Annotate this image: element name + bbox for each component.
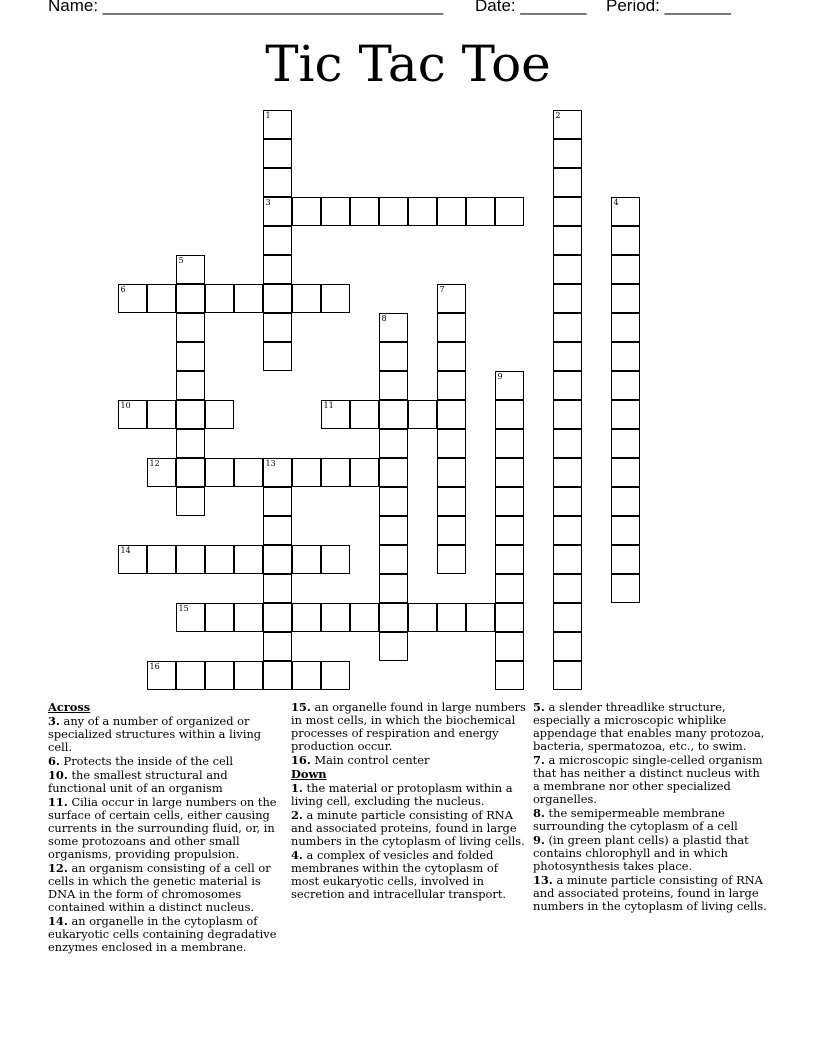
grid-cell[interactable]	[205, 603, 234, 632]
grid-cell[interactable]	[147, 545, 176, 574]
grid-cell[interactable]	[553, 632, 582, 661]
clue-number: 15	[178, 604, 189, 613]
clue-number: 6	[120, 285, 126, 294]
clue-number: 10	[120, 401, 131, 410]
grid-cell[interactable]	[437, 197, 466, 226]
grid-cell[interactable]	[408, 400, 437, 429]
grid-cell[interactable]	[553, 516, 582, 545]
grid-cell[interactable]	[292, 545, 321, 574]
grid-cell[interactable]	[350, 458, 379, 487]
grid-cell[interactable]	[553, 255, 582, 284]
date-field[interactable]: Date: _______	[475, 0, 587, 15]
grid-cell[interactable]	[611, 255, 640, 284]
clue-number: 7	[439, 285, 445, 294]
grid-cell[interactable]	[176, 487, 205, 516]
grid-cell[interactable]	[263, 516, 292, 545]
grid-cell[interactable]	[611, 574, 640, 603]
grid-cell[interactable]	[611, 342, 640, 371]
grid-cell[interactable]	[553, 545, 582, 574]
grid-cell[interactable]	[263, 458, 292, 487]
grid-cell[interactable]	[437, 603, 466, 632]
grid-cell[interactable]	[234, 284, 263, 313]
grid-cell[interactable]	[176, 545, 205, 574]
grid-cell[interactable]	[379, 487, 408, 516]
grid-cell[interactable]	[205, 661, 234, 690]
grid-cell[interactable]	[553, 400, 582, 429]
grid-cell[interactable]	[611, 429, 640, 458]
grid-cell[interactable]	[263, 226, 292, 255]
grid-cell[interactable]	[321, 661, 350, 690]
grid-cell[interactable]	[437, 400, 466, 429]
grid-cell[interactable]	[379, 429, 408, 458]
grid-cell[interactable]	[379, 603, 408, 632]
clue-down-13: 13. a minute particle consisting of RNA and associated proteins, found in large numbers in the cytoplasm of living cells.	[533, 873, 767, 913]
clue-number: 4	[613, 198, 619, 207]
across-heading: Across	[48, 700, 91, 714]
grid-cell[interactable]	[611, 313, 640, 342]
grid-cell[interactable]	[234, 545, 263, 574]
clue-down-4: 4. a complex of vesicles and folded membranes within the cytoplasm of most eukaryotic cells, involved in secretion and intracellular transport.	[291, 848, 507, 901]
clues-column-2	[291, 701, 527, 902]
grid-cell[interactable]	[292, 458, 321, 487]
grid-cell[interactable]	[495, 487, 524, 516]
grid-cell[interactable]	[553, 284, 582, 313]
grid-cell[interactable]	[553, 574, 582, 603]
grid-cell[interactable]	[408, 603, 437, 632]
clue-number: 14	[120, 546, 131, 555]
name-field[interactable]: Name: ____________________________________	[48, 0, 444, 15]
grid-cell[interactable]	[118, 545, 147, 574]
period-field[interactable]: Period: _______	[606, 0, 731, 15]
grid-cell[interactable]	[611, 487, 640, 516]
grid-cell[interactable]	[495, 458, 524, 487]
grid-cell[interactable]	[553, 313, 582, 342]
grid-cell[interactable]	[350, 603, 379, 632]
grid-cell[interactable]	[553, 661, 582, 690]
grid-cell[interactable]	[379, 371, 408, 400]
grid-cell[interactable]	[495, 516, 524, 545]
grid-cell[interactable]	[611, 516, 640, 545]
grid-cell[interactable]	[147, 661, 176, 690]
grid-cell[interactable]	[437, 284, 466, 313]
grid-cell[interactable]	[553, 168, 582, 197]
grid-cell[interactable]	[234, 603, 263, 632]
grid-cell[interactable]	[176, 342, 205, 371]
grid-cell[interactable]	[321, 545, 350, 574]
grid-cell[interactable]	[321, 284, 350, 313]
grid-cell[interactable]	[466, 197, 495, 226]
grid-cell[interactable]	[437, 545, 466, 574]
grid-cell[interactable]	[350, 197, 379, 226]
grid-cell[interactable]	[176, 429, 205, 458]
grid-cell[interactable]	[495, 603, 524, 632]
grid-cell[interactable]	[176, 255, 205, 284]
grid-cell[interactable]	[176, 603, 205, 632]
grid-cell[interactable]	[263, 574, 292, 603]
grid-cell[interactable]	[495, 545, 524, 574]
grid-cell[interactable]	[147, 458, 176, 487]
grid-cell[interactable]	[263, 139, 292, 168]
grid-cell[interactable]	[292, 661, 321, 690]
grid-cell[interactable]	[263, 342, 292, 371]
grid-cell[interactable]	[437, 429, 466, 458]
grid-cell[interactable]	[263, 603, 292, 632]
clue-across-3: 3. any of a number of organized or specialized structures within a living cell.	[48, 714, 262, 754]
grid-cell[interactable]	[118, 284, 147, 313]
clue-number: 5	[178, 256, 184, 265]
grid-cell[interactable]	[379, 197, 408, 226]
grid-cell[interactable]	[553, 429, 582, 458]
grid-cell[interactable]	[263, 545, 292, 574]
grid-cell[interactable]	[263, 168, 292, 197]
grid-cell[interactable]	[553, 603, 582, 632]
grid-cell[interactable]	[205, 545, 234, 574]
grid-cell[interactable]	[379, 458, 408, 487]
grid-cell[interactable]	[147, 284, 176, 313]
grid-cell[interactable]	[321, 603, 350, 632]
clue-down-8: 8. the semipermeable membrane surrounding the cytoplasm of a cell	[533, 806, 738, 833]
grid-cell[interactable]	[321, 197, 350, 226]
grid-cell[interactable]	[263, 661, 292, 690]
grid-cell[interactable]	[495, 400, 524, 429]
grid-cell[interactable]	[437, 516, 466, 545]
grid-cell[interactable]	[176, 313, 205, 342]
grid-cell[interactable]	[437, 458, 466, 487]
grid-cell[interactable]	[466, 603, 495, 632]
grid-cell[interactable]	[263, 313, 292, 342]
grid-cell[interactable]	[553, 458, 582, 487]
grid-cell[interactable]	[553, 487, 582, 516]
clue-number: 1	[265, 111, 271, 120]
grid-cell[interactable]	[611, 371, 640, 400]
grid-cell[interactable]	[118, 400, 147, 429]
grid-cell[interactable]	[263, 632, 292, 661]
grid-cell[interactable]	[176, 284, 205, 313]
grid-cell[interactable]	[553, 197, 582, 226]
grid-cell[interactable]	[553, 226, 582, 255]
clue-across-14: 14. an organelle in the cytoplasm of eukaryotic cells containing degradative enzymes enclosed in a membrane.	[48, 914, 277, 954]
clue-across-16: 16. Main control center	[291, 753, 430, 767]
grid-cell[interactable]	[379, 545, 408, 574]
grid-cell[interactable]	[611, 400, 640, 429]
grid-cell[interactable]	[379, 574, 408, 603]
grid-cell[interactable]	[321, 400, 350, 429]
grid-cell[interactable]	[553, 139, 582, 168]
grid-cell[interactable]	[437, 371, 466, 400]
grid-cell[interactable]	[379, 313, 408, 342]
clue-number: 13	[265, 459, 276, 468]
grid-cell[interactable]	[147, 400, 176, 429]
grid-cell[interactable]	[379, 516, 408, 545]
clue-number: 2	[555, 111, 561, 120]
page-title: Tic Tac Toe	[265, 35, 551, 93]
grid-cell[interactable]	[176, 400, 205, 429]
grid-cell[interactable]	[292, 284, 321, 313]
grid-cell[interactable]	[321, 458, 350, 487]
grid-cell[interactable]	[176, 371, 205, 400]
grid-cell[interactable]	[379, 400, 408, 429]
clue-across-12: 12. an organism consisting of a cell or cells in which the genetic material is DNA in the form of chromosomes contained within a distinct nucleus.	[48, 861, 271, 914]
clue-number: 11	[323, 401, 334, 410]
grid-cell[interactable]	[292, 603, 321, 632]
grid-cell[interactable]	[263, 284, 292, 313]
grid-cell[interactable]	[176, 458, 205, 487]
clue-down-1: 1. the material or protoplasm within a living cell, excluding the nucleus.	[291, 781, 513, 808]
grid-cell[interactable]	[205, 284, 234, 313]
grid-cell[interactable]	[263, 110, 292, 139]
clue-down-9: 9. (in green plant cells) a plastid that contains chlorophyll and in which photosynthesis takes place.	[533, 833, 749, 873]
grid-cell[interactable]	[611, 226, 640, 255]
clue-across-11: 11. Cilia occur in large numbers on the surface of certain cells, either causing currents in the surrounding fluid, or, in some protozoans and other small organisms, providing propulsion.	[48, 795, 277, 861]
grid-cell[interactable]	[553, 110, 582, 139]
grid-cell[interactable]	[495, 371, 524, 400]
grid-cell[interactable]	[437, 313, 466, 342]
clue-number: 16	[149, 662, 160, 671]
grid-cell[interactable]	[437, 342, 466, 371]
clue-number: 8	[381, 314, 387, 323]
grid-cell[interactable]	[350, 400, 379, 429]
grid-cell[interactable]	[495, 632, 524, 661]
clue-down-2: 2. a minute particle consisting of RNA and associated proteins, found in large numbers in the cytoplasm of living cells.	[291, 808, 525, 848]
grid-cell[interactable]	[379, 632, 408, 661]
clue-number: 9	[497, 372, 503, 381]
clue-down-5: 5. a slender threadlike structure, especially a microscopic whiplike appendage that enables many protozoa, bacteria, spermatozoa, etc., to swim.	[533, 700, 765, 753]
grid-cell[interactable]	[495, 574, 524, 603]
grid-cell[interactable]	[495, 197, 524, 226]
clue-across-15: 15. an organelle found in large numbers in most cells, in which the biochemical processes of respiration and energy production occur.	[291, 700, 526, 753]
clue-across-6: 6. Protects the inside of the cell	[48, 754, 234, 768]
grid-cell[interactable]	[611, 284, 640, 313]
grid-cell[interactable]	[292, 197, 321, 226]
grid-cell[interactable]	[611, 545, 640, 574]
grid-cell[interactable]	[205, 458, 234, 487]
grid-cell[interactable]	[263, 197, 292, 226]
down-heading: Down	[291, 767, 327, 781]
grid-cell[interactable]	[234, 661, 263, 690]
grid-cell[interactable]	[495, 661, 524, 690]
grid-cell[interactable]	[553, 342, 582, 371]
grid-cell[interactable]	[379, 342, 408, 371]
grid-cell[interactable]	[437, 487, 466, 516]
grid-cell[interactable]	[408, 197, 437, 226]
clue-down-7: 7. a microscopic single-celled organism that has neither a distinct nucleus with a membrane nor other specialized organelles.	[533, 753, 763, 806]
grid-cell[interactable]	[205, 400, 234, 429]
grid-cell[interactable]	[553, 371, 582, 400]
grid-cell[interactable]	[263, 487, 292, 516]
grid-cell[interactable]	[234, 458, 263, 487]
clue-across-10: 10. the smallest structural and functional unit of an organism	[48, 768, 228, 795]
grid-cell[interactable]	[263, 255, 292, 284]
clue-number: 3	[265, 198, 271, 207]
clues-column-1	[48, 701, 280, 955]
grid-cell[interactable]	[176, 661, 205, 690]
grid-cell[interactable]	[495, 429, 524, 458]
clue-number: 12	[149, 459, 160, 468]
grid-cell[interactable]	[611, 458, 640, 487]
grid-cell[interactable]	[611, 197, 640, 226]
clues-column-3	[533, 701, 769, 914]
